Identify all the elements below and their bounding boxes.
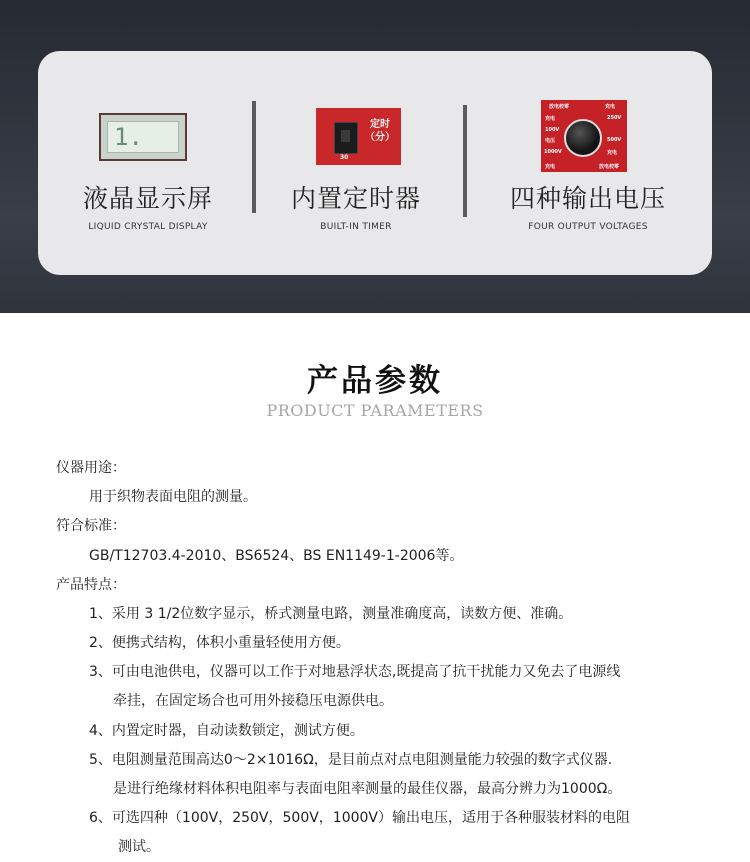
volt-label: 充电 xyxy=(607,150,618,156)
usage-label: 仪器用途： xyxy=(56,460,126,476)
feature-item: 6、可选四种（100V，250V，500V，1000V）输出电压，适用于各种服装材料的电阻 xyxy=(89,810,631,826)
feature-card xyxy=(38,51,712,275)
section-subtitle: PRODUCT PARAMETERS xyxy=(266,401,484,420)
standard-text: GB/T12703.4-2010、BS6524、BS EN1149-1-2006等。 xyxy=(89,548,464,564)
volt-label: 100V xyxy=(545,127,560,133)
feature-item: 2、便携式结构，体积小重量轻使用方便。 xyxy=(89,635,350,651)
divider xyxy=(252,101,256,213)
feature-subtitle: BUILT-IN TIMER xyxy=(320,222,392,232)
volt-label: 放电校零 xyxy=(599,164,620,170)
usage-text: 用于织物表面电阻的测量。 xyxy=(89,489,257,505)
feature-item: 4、内置定时器，自动读数锁定，测试方便。 xyxy=(89,723,364,739)
volt-label: 250V xyxy=(607,115,622,121)
features-label: 产品特点： xyxy=(56,577,126,593)
volt-label: 充电 xyxy=(545,116,556,122)
timer-switch-icon xyxy=(334,122,358,154)
volt-label: 电压 xyxy=(545,138,556,144)
timer-label-main: 定时 xyxy=(370,119,390,130)
feature-item: 3、可由电池供电，仪器可以工作于对地悬浮状态,既提高了抗干扰能力又免去了电源线 xyxy=(89,664,621,680)
feature-subtitle: FOUR OUTPUT VOLTAGES xyxy=(528,222,648,232)
feature-item-continuation: 牵挂，在固定场合也可用外接稳压电源供电。 xyxy=(113,693,393,709)
volt-label: 充电 xyxy=(545,164,556,170)
feature-item: 1、采用 3 1/2位数字显示，桥式测量电路，测量准确度高，读数方便、准确。 xyxy=(89,606,573,622)
feature-item-continuation: 是进行绝缘材料体积电阻率与表面电阻率测量的最佳仪器，最高分辨力为1000Ω。 xyxy=(113,781,622,797)
volt-label: 充电 xyxy=(605,104,616,110)
lcd-reading: 1. xyxy=(107,121,179,153)
feature-title: 液晶显示屏 xyxy=(82,184,213,213)
feature-title: 内置定时器 xyxy=(290,184,421,213)
header-band xyxy=(0,0,750,313)
voltage-selector-image xyxy=(541,100,627,172)
feature-item-continuation: 测试。 xyxy=(118,839,160,855)
standard-label: 符合标准： xyxy=(56,518,126,534)
feature-title: 四种输出电压 xyxy=(509,184,666,213)
volt-label: 放电校零 xyxy=(549,104,570,110)
feature-item: 5、电阻测量范围高达0～2×1016Ω，是目前点对点电阻测量能力较强的数字式仪器. xyxy=(89,752,613,768)
timer-mark: 30 xyxy=(340,154,349,161)
divider xyxy=(463,105,467,217)
timer-image xyxy=(316,108,401,165)
volt-label: 1000V xyxy=(544,149,562,155)
timer-label-unit: （分） xyxy=(365,132,395,143)
knob-icon xyxy=(564,119,602,157)
section-title: 产品参数 xyxy=(307,363,443,399)
lcd-display-image xyxy=(99,113,187,161)
feature-subtitle: LIQUID CRYSTAL DISPLAY xyxy=(88,222,208,232)
volt-label: 500V xyxy=(607,137,622,143)
